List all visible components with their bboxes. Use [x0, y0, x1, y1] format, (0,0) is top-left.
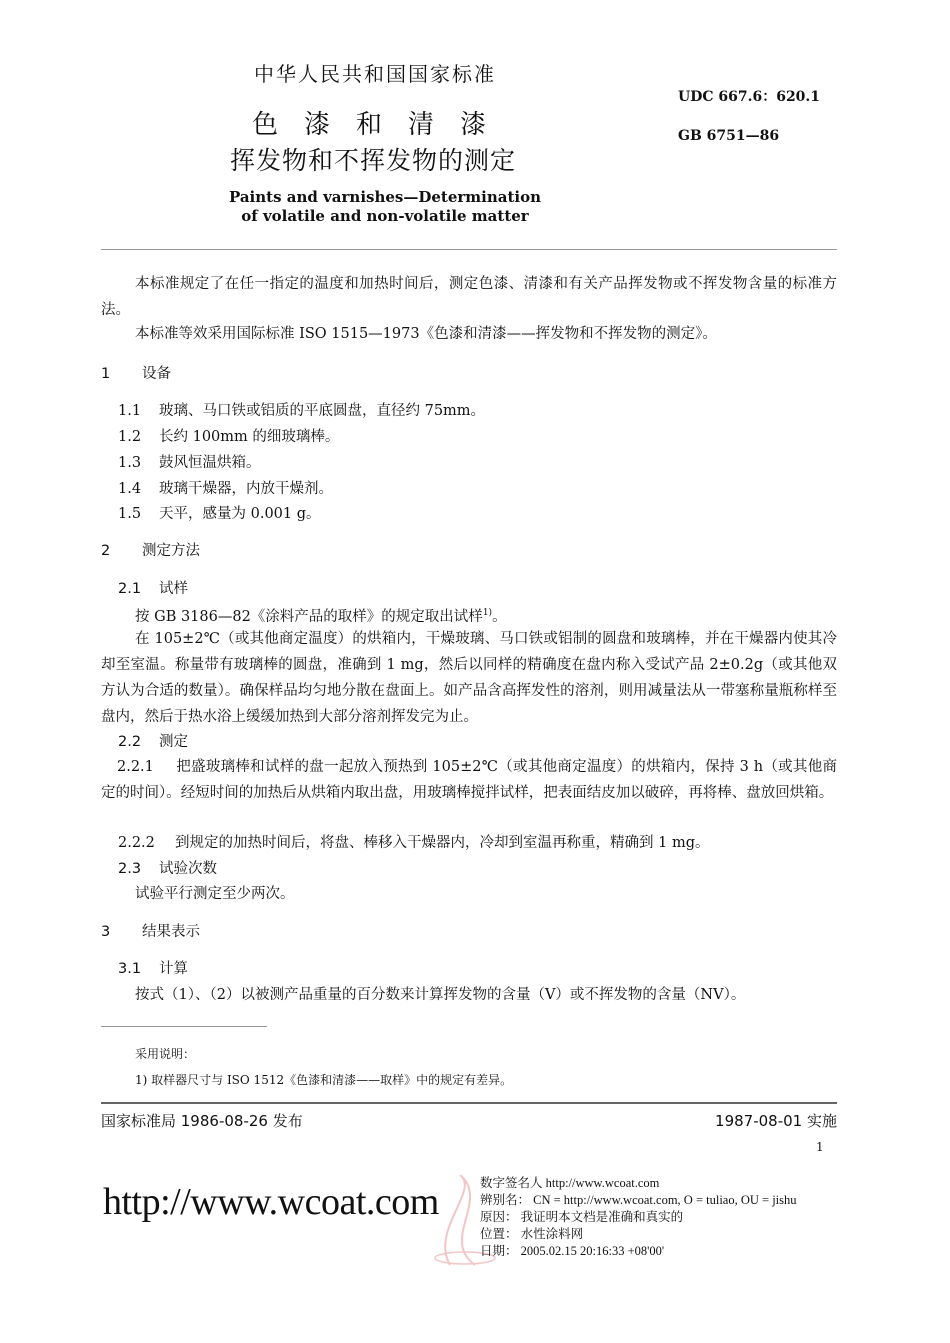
footnote-1: 1) 取样器尺寸与 ISO 1512《色漆和清漆——取样》中的规定有差异。 [135, 1073, 513, 1087]
list-item: 1.3 鼓风恒温烘箱。 [118, 455, 261, 471]
gb-number: GB 6751—86 [678, 128, 780, 144]
clause-2-2-1: 2.2.1 把盛玻璃棒和试样的盘一起放入预热到 105±2℃（或其他商定温度）的烘箱内，保持 3 h（或其他商定的时间）。经短时间的加热后从烘箱内取出盘，用玻璃棒搅拌试样，把表面结皮加以破碎，再将棒、盘放回烘箱。 [101, 759, 837, 801]
signature-url: http://www.wcoat.com [103, 1181, 439, 1223]
section-3-heading: 3 结果表示 [101, 924, 200, 940]
section-1-heading [101, 361, 171, 387]
intro-paragraph-2: 本标准等效采用国际标准 ISO 1515—1973《色漆和清漆——挥发物和不挥发物的测定》。 [135, 326, 717, 342]
page-number: 1 [816, 1140, 824, 1154]
english-title-line-1: Paints and varnishes—Determination [228, 188, 542, 206]
signature-date: 日期： 2005.02.15 20:16:33 +08'00' [480, 1244, 665, 1258]
signature-reason: 原因： 我证明本文档是准确和真实的 [480, 1210, 684, 1224]
footnote-marker: 1) [482, 608, 493, 618]
subsection-3-1-heading: 3.1 计算 [118, 961, 188, 977]
footer-divider [101, 1102, 837, 1104]
section-title: 设备 [142, 366, 171, 382]
udc-code: UDC 667.6：620.1 [678, 89, 821, 105]
signature-signer: 数字签名人 http://www.wcoat.com [480, 1176, 660, 1190]
issuing-authority: 中华人民共和国国家标准 [254, 62, 496, 86]
subsection-2-2-heading: 2.2 测定 [118, 734, 188, 750]
list-item: 1.5 天平，感量为 0.001 g。 [118, 506, 321, 522]
list-item: 1.2 长约 100mm 的细玻璃棒。 [118, 429, 340, 445]
english-title-line-2: of volatile and non-volatile matter [241, 207, 529, 225]
issue-date: 国家标准局 1986-08-26 发布 [101, 1112, 303, 1130]
signature-dn: 辨别名： CN = http://www.wcoat.com, O = tuliao, OU = jishu [480, 1193, 797, 1207]
clause-2-2-2: 2.2.2 到规定的加热时间后，将盘、棒移入干燥器内，冷却到室温再称重，精确到 1 mg。 [118, 835, 710, 851]
section-2-heading: 2 测定方法 [101, 543, 200, 559]
footnote-divider [101, 1026, 267, 1027]
header-divider [101, 249, 837, 250]
subsection-2-1-heading: 2.1 试样 [118, 581, 188, 597]
footnote-label: 采用说明： [135, 1047, 196, 1061]
calculation-text: 按式（1）、（2）以被测产品重量的百分数来计算挥发物的含量（V）或不挥发物的含量（NV）。 [135, 987, 746, 1003]
title-line-1: 色漆和清漆 [252, 110, 513, 140]
title-line-2: 挥发物和不挥发物的测定 [230, 146, 517, 175]
section-number: 1 [101, 366, 111, 382]
signature-location: 位置： 水性涂料网 [480, 1227, 584, 1241]
sample-preparation-paragraph: 在 105±2℃（或其他商定温度）的烘箱内，干燥玻璃、马口铁或铝制的圆盘和玻璃棒，并在干燥器内使其冷却至室温。称量带有玻璃棒的圆盘，准确到 1 mg，然后以同样的精确度在盘内称入受试产品 2±0.2g（或其他双方认为合适的数量）。确保样品均匀地分散在盘面上。如产品含高挥发性的溶剂，则用减量法从一带塞称量瓶称样至盘内，然后于热水浴上缓缓加热到大部分溶剂挥发完为止。 [101, 631, 837, 725]
list-item: 1.4 玻璃干燥器，内放干燥剂。 [118, 481, 333, 497]
effective-date: 1987-08-01 实施 [715, 1112, 837, 1130]
list-item: 1.1 玻璃、马口铁或铝质的平底圆盘，直径约 75mm。 [118, 403, 486, 419]
subsection-2-3-heading: 2.3 试验次数 [118, 861, 217, 877]
intro-paragraph-1: 本标准规定了在任一指定的温度和加热时间后，测定色漆、清漆和有关产品挥发物或不挥发物含量的标准方法。 [101, 276, 837, 318]
test-count-text: 试验平行测定至少两次。 [135, 886, 295, 902]
sampling-reference: 按 GB 3186—82《涂料产品的取样》的规定取出试样$^{1)}$。 [135, 608, 507, 625]
